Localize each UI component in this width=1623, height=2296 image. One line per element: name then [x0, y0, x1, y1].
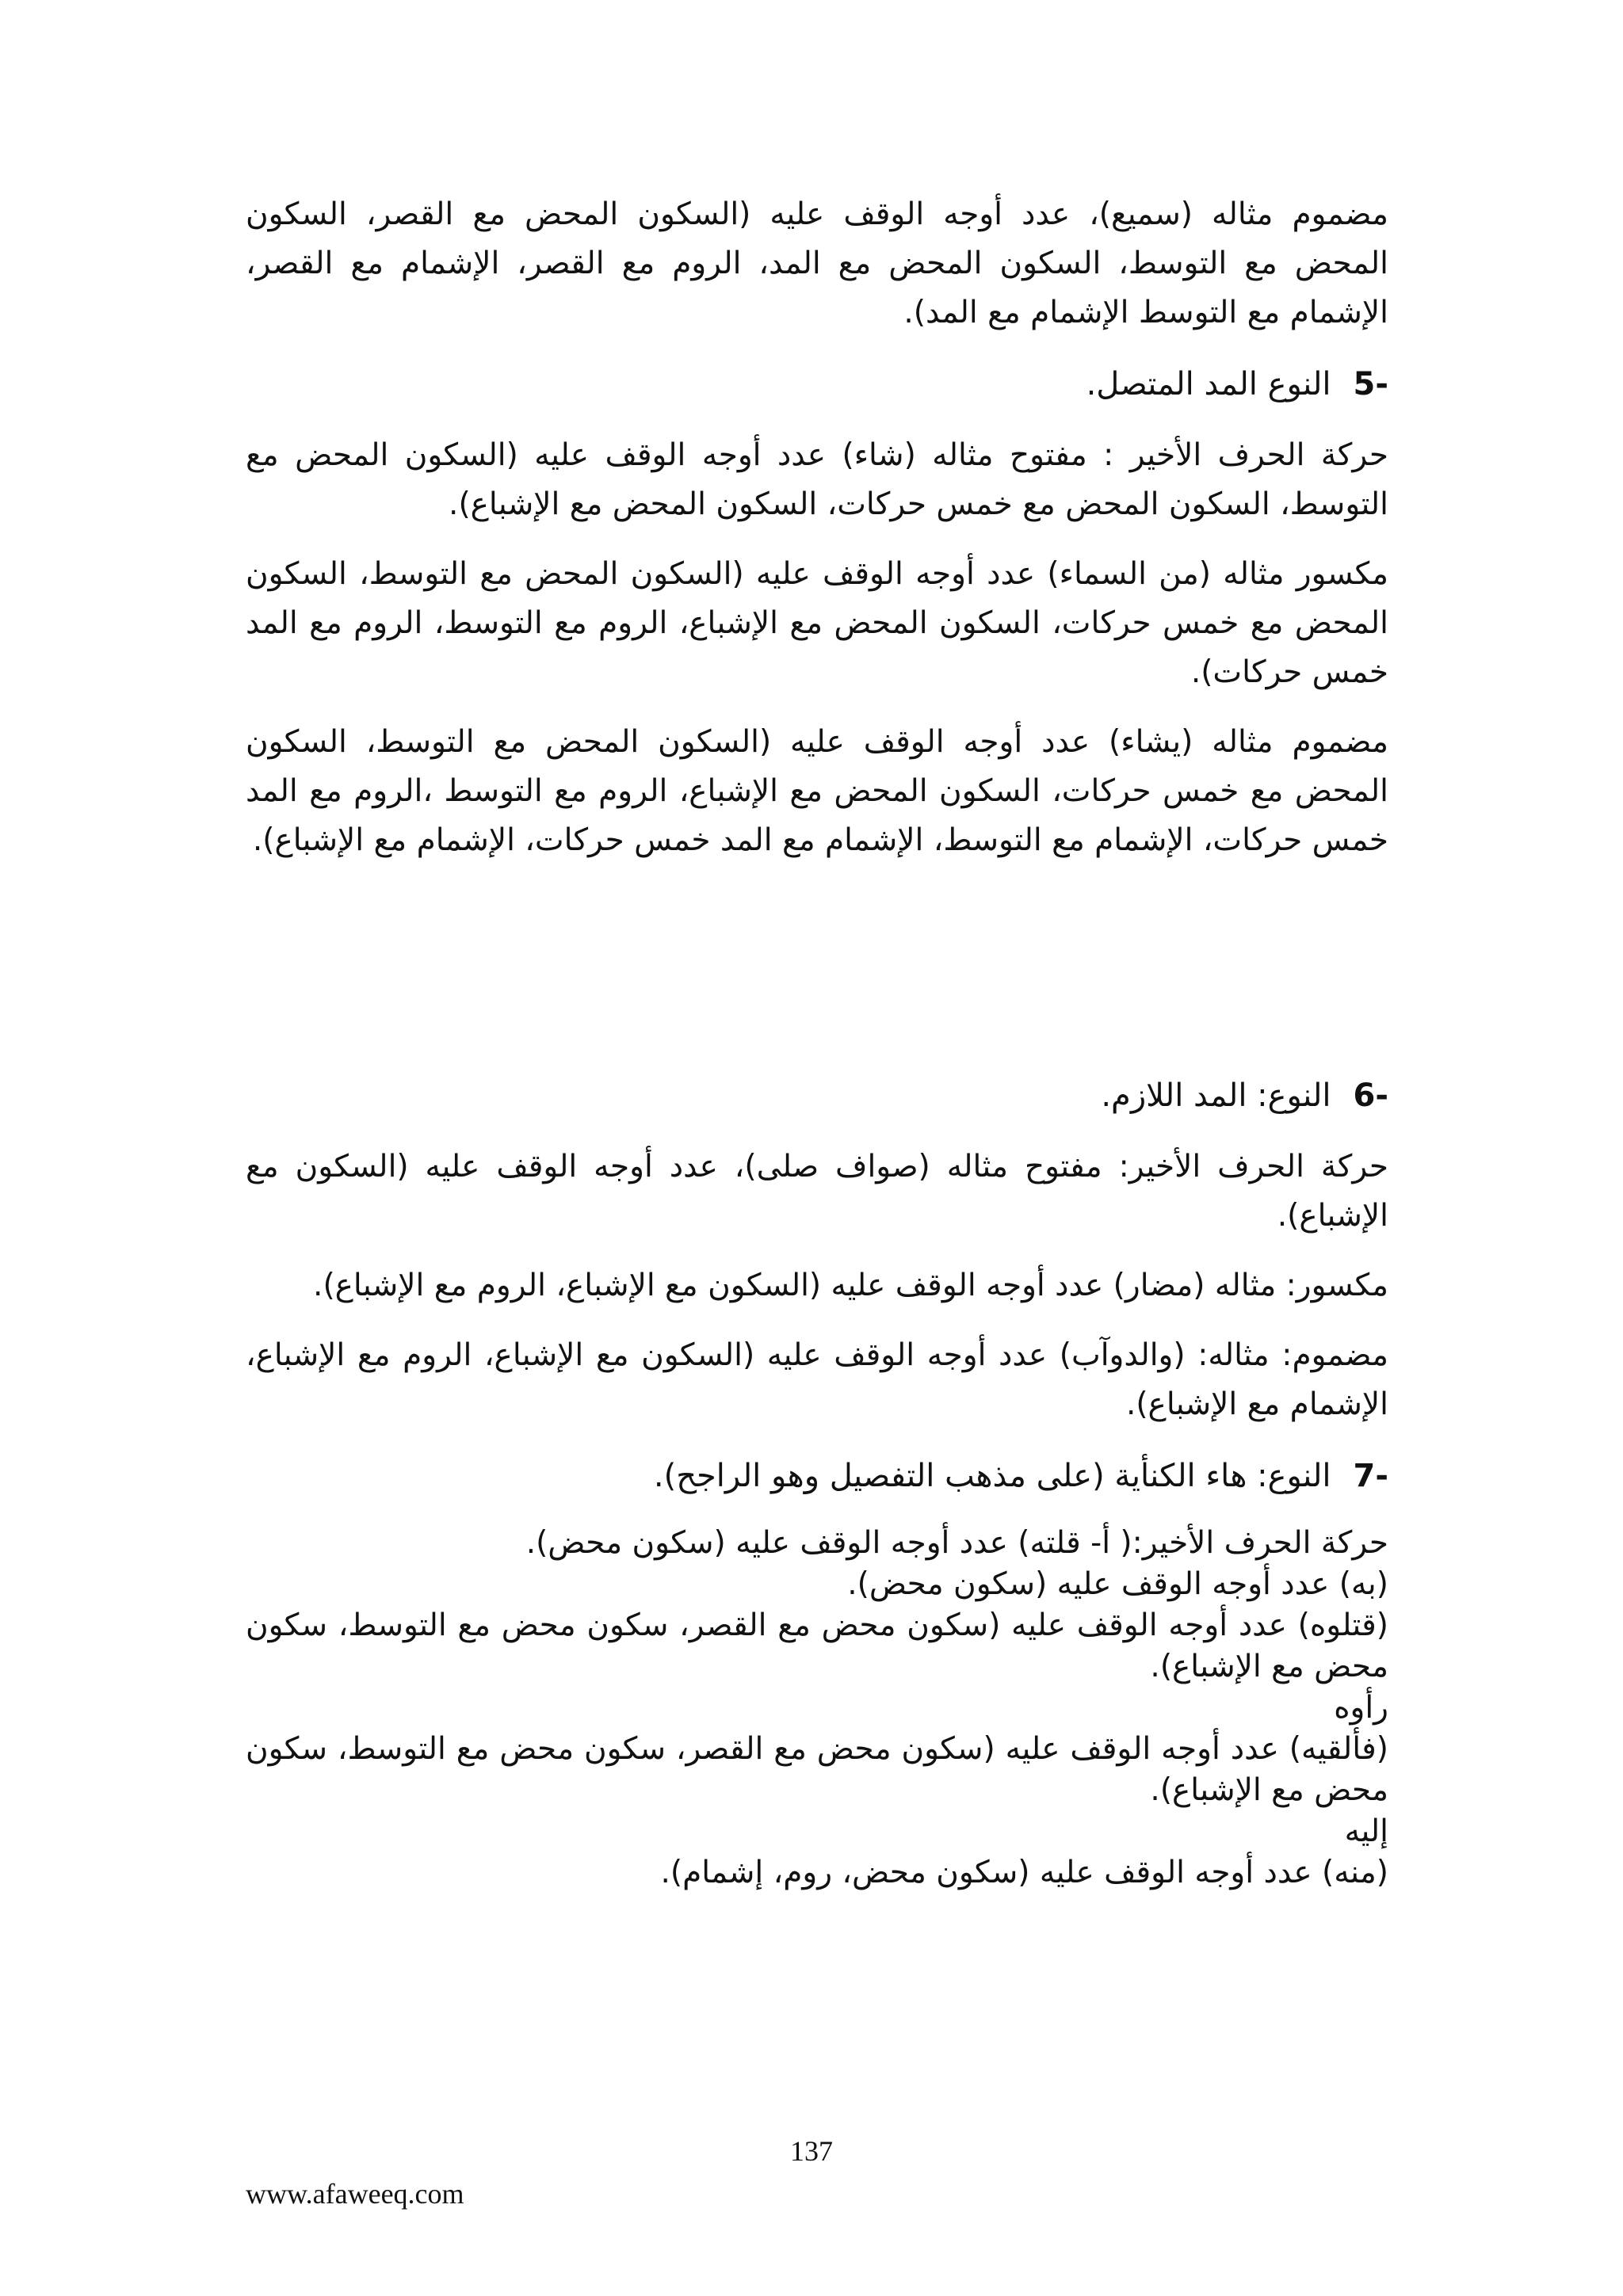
page-body — [246, 190, 1388, 1894]
section-7-heading — [246, 1450, 1388, 1502]
section-5-heading — [246, 358, 1388, 410]
section-7-line: (قتلوه) عدد أوجه الوقف عليه (سكون محض مع القصر، سكون محض مع التوسط، سكون محض مع الإشباع). — [246, 1608, 1388, 1684]
section-7-line: (منه) عدد أوجه الوقف عليه (سكون محض، روم، إشمام). — [660, 1855, 1388, 1890]
section-6-number: -6 — [1353, 1077, 1388, 1114]
section-7-body — [246, 1523, 1388, 1894]
section-6-title: النوع: المد اللازم. — [1101, 1077, 1331, 1114]
section-7-line: (به) عدد أوجه الوقف عليه (سكون محض). — [847, 1566, 1388, 1602]
section-6-paragraph: حركة الحرف الأخير: مفتوح مثاله (صواف صلى)، عدد أوجه الوقف عليه (السكون مع الإشباع). — [246, 1149, 1388, 1234]
section-7-line: رأوه — [1334, 1690, 1388, 1726]
blank-space — [246, 886, 1388, 1070]
section-7-title: النوع: هاء الكنأية (على مذهب التفصيل وهو الراجح). — [653, 1458, 1331, 1494]
footer-website-url: www.afaweeq.com — [246, 2178, 464, 2210]
section-5-paragraph: مضموم مثاله (يشاء) عدد أوجه الوقف عليه (السكون المحض مع التوسط، السكون المحض مع خمس حركات، السكون المحض مع الإشباع، الروم مع التوسط ،الروم مع المد خمس حركات، الإشمام مع التوسط، الإشمام مع المد خمس حركات، الإشمام مع الإشباع). — [246, 724, 1388, 858]
page-number: 137 — [790, 2135, 833, 2167]
section-7-number: -7 — [1353, 1458, 1388, 1494]
section-6-heading — [246, 1070, 1388, 1122]
section-7-line: إليه — [1344, 1814, 1388, 1849]
section-6-paragraph: مكسور: مثاله (مضار) عدد أوجه الوقف عليه (السكون مع الإشباع، الروم مع الإشباع). — [313, 1268, 1388, 1303]
section-6-paragraph: مضموم: مثاله: (والدوآب) عدد أوجه الوقف عليه (السكون مع الإشباع، الروم مع الإشباع، الإشمام مع الإشباع). — [246, 1337, 1388, 1422]
section-7-line: حركة الحرف الأخير:( أ- قلته) عدد أوجه الوقف عليه (سكون محض). — [525, 1525, 1388, 1561]
section-5-paragraph: حركة الحرف الأخير : مفتوح مثاله (شاء) عدد أوجه الوقف عليه (السكون المحض مع التوسط، السكون المحض مع خمس حركات، السكون المحض مع الإشباع). — [246, 437, 1388, 522]
section-5-number: -5 — [1353, 366, 1388, 402]
section-5-paragraph: مكسور مثاله (من السماء) عدد أوجه الوقف عليه (السكون المحض مع التوسط، السكون المحض مع خمس حركات، السكون المحض مع الإشباع، الروم مع التوسط، الروم مع المد خمس حركات). — [246, 556, 1388, 690]
section-5-title: النوع المد المتصل. — [1086, 366, 1331, 402]
paragraph-intro: مضموم مثاله (سميع)، عدد أوجه الوقف عليه (السكون المحض مع القصر، السكون المحض مع التوسط، السكون المحض مع المد، الروم مع القصر، الإشمام مع القصر، الإشمام مع التوسط الإشمام مع المد). — [246, 196, 1388, 330]
section-7-line: (فألقيه) عدد أوجه الوقف عليه (سكون محض مع القصر، سكون محض مع التوسط، سكون محض مع الإشباع). — [246, 1731, 1388, 1808]
